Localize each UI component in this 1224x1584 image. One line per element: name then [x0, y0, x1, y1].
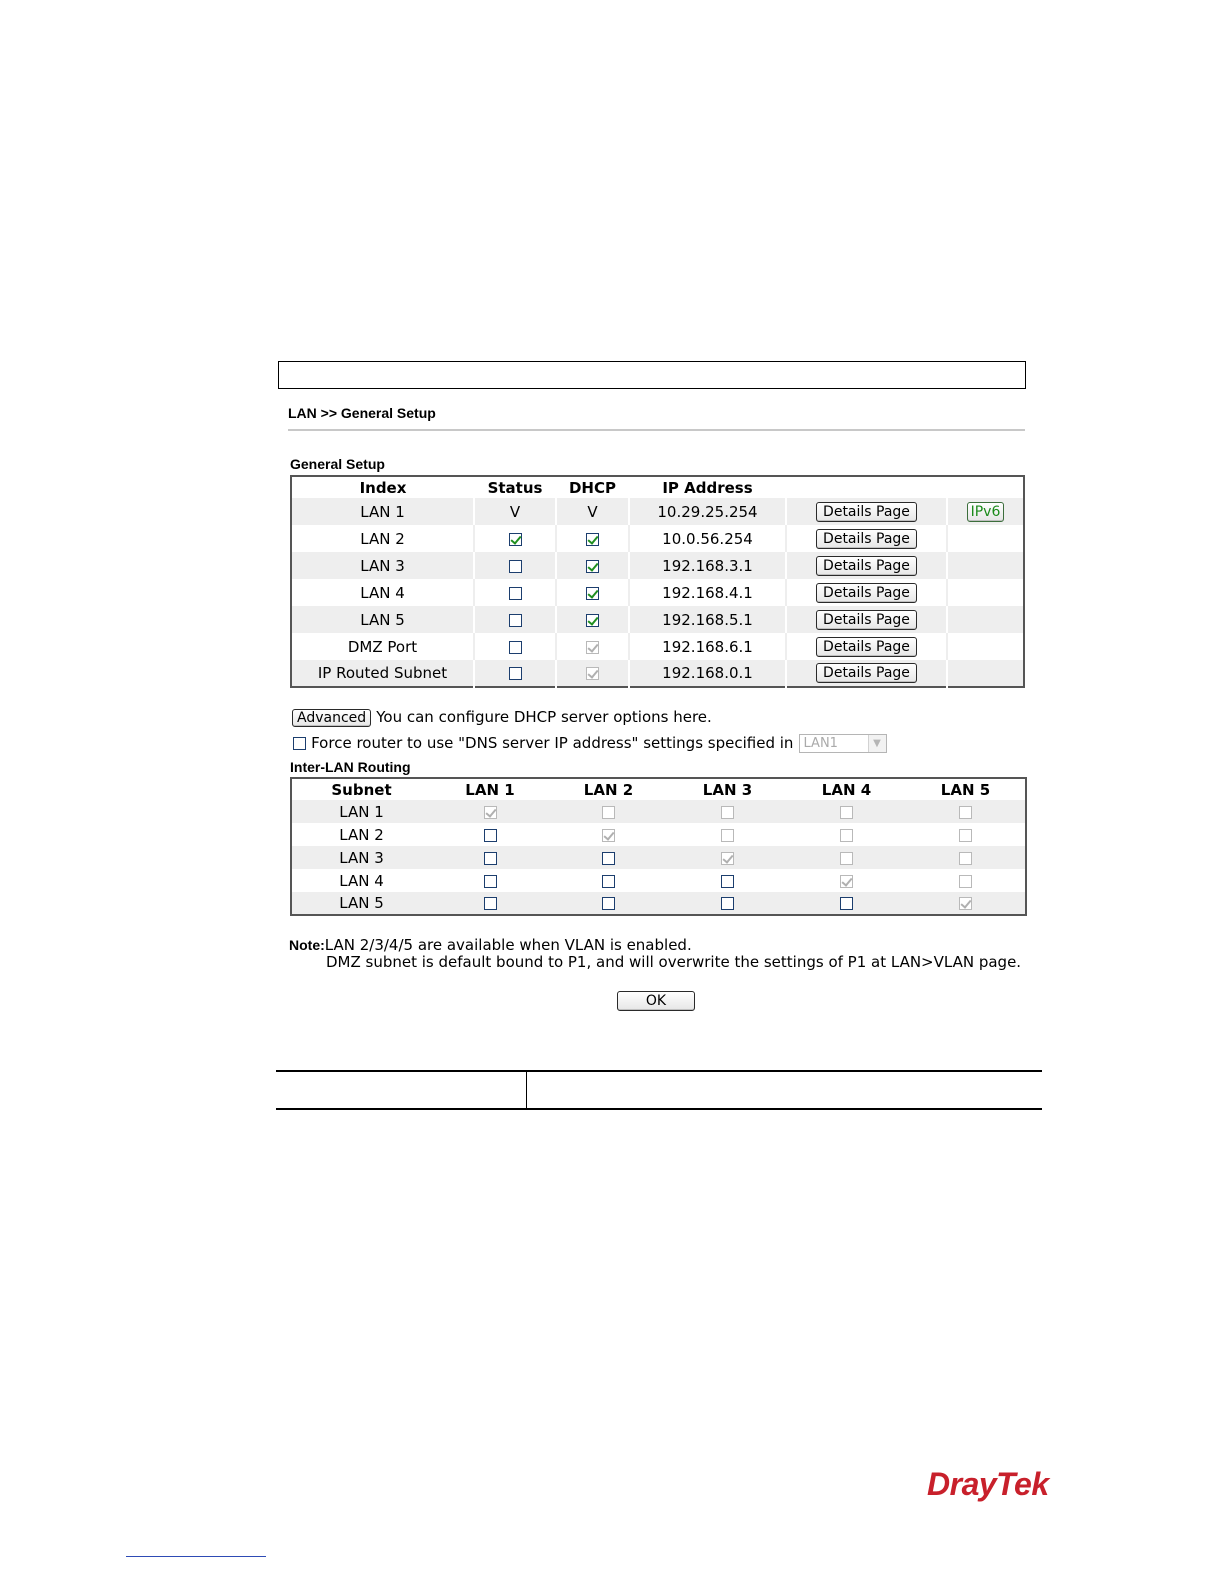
routing-checkbox: [721, 852, 734, 865]
routing-checkbox: [959, 875, 972, 888]
subnet-name: LAN 2: [291, 823, 431, 846]
advanced-description: You can configure DHCP server options here.: [376, 708, 712, 726]
row-status: [474, 633, 556, 660]
routing-cell: [549, 846, 668, 869]
details-page-button[interactable]: Details Page: [816, 502, 917, 522]
row-ipv6-cell: [947, 579, 1024, 606]
row-dhcp: [556, 633, 629, 660]
routing-cell: [906, 869, 1026, 892]
row-index: LAN 4: [291, 579, 474, 606]
routing-cell: [787, 892, 906, 915]
dhcp-checkbox[interactable]: [586, 560, 599, 573]
table-column-divider: [526, 1071, 527, 1109]
routing-checkbox[interactable]: [602, 852, 615, 865]
header-lan2: LAN 2: [549, 778, 668, 800]
row-ip-address: 192.168.4.1: [629, 579, 786, 606]
row-ipv6-cell: [947, 525, 1024, 552]
row-ip-address: 192.168.3.1: [629, 552, 786, 579]
details-page-button[interactable]: Details Page: [816, 556, 917, 576]
row-ip-address: 192.168.6.1: [629, 633, 786, 660]
routing-checkbox: [959, 806, 972, 819]
status-checkbox[interactable]: [509, 641, 522, 654]
table-row: [291, 660, 1024, 687]
row-ipv6-cell: [947, 606, 1024, 633]
subnet-name: LAN 5: [291, 892, 431, 915]
dhcp-checkbox: [586, 667, 599, 680]
routing-cell: [787, 869, 906, 892]
row-details-cell: [786, 525, 947, 552]
row-ipv6-cell: [947, 660, 1024, 687]
details-page-button[interactable]: Details Page: [816, 583, 917, 603]
page-title: LAN >> General Setup: [288, 405, 436, 421]
routing-checkbox: [721, 806, 734, 819]
routing-cell: [787, 846, 906, 869]
details-page-button[interactable]: Details Page: [816, 637, 917, 657]
row-dhcp: [556, 660, 629, 687]
routing-cell: [549, 800, 668, 823]
ok-button-wrap: [617, 990, 695, 1011]
status-checkbox[interactable]: [509, 614, 522, 627]
force-dns-row: [293, 733, 887, 753]
row-index: LAN 3: [291, 552, 474, 579]
subnet-name: LAN 4: [291, 869, 431, 892]
routing-cell: [787, 823, 906, 846]
routing-checkbox[interactable]: [721, 875, 734, 888]
row-ip-address: 192.168.0.1: [629, 660, 786, 687]
routing-cell: [906, 823, 1026, 846]
header-ip-address: IP Address: [629, 476, 786, 498]
routing-checkbox[interactable]: [721, 897, 734, 910]
note-label: Note:: [289, 937, 325, 953]
routing-cell: [906, 892, 1026, 915]
details-page-button[interactable]: Details Page: [816, 529, 917, 549]
row-details-cell: [786, 579, 947, 606]
status-checkbox[interactable]: [509, 667, 522, 680]
top-frame-box: [278, 361, 1026, 389]
routing-cell: [668, 869, 787, 892]
row-dhcp: [556, 606, 629, 633]
footer-link-underline[interactable]: [126, 1556, 266, 1557]
row-index: LAN 2: [291, 525, 474, 552]
routing-cell: [787, 800, 906, 823]
table-top-rule: [276, 1070, 1042, 1072]
routing-cell: [906, 846, 1026, 869]
note-line-1: LAN 2/3/4/5 are available when VLAN is enabled.: [324, 936, 692, 954]
table-row: [291, 846, 1026, 869]
routing-checkbox: [840, 875, 853, 888]
row-ipv6-cell: [947, 552, 1024, 579]
general-setup-label: General Setup: [290, 456, 385, 472]
row-details-cell: [786, 633, 947, 660]
table-row: [291, 525, 1024, 552]
subnet-name: LAN 3: [291, 846, 431, 869]
table-row: [291, 633, 1024, 660]
row-status: [474, 606, 556, 633]
advanced-button[interactable]: Advanced: [292, 709, 371, 727]
table-row: [291, 606, 1024, 633]
header-index: Index: [291, 476, 474, 498]
routing-cell: [431, 823, 549, 846]
advanced-row: [292, 707, 712, 727]
routing-checkbox[interactable]: [484, 897, 497, 910]
row-index: IP Routed Subnet: [291, 660, 474, 687]
row-details-cell: [786, 498, 947, 525]
table-row: [291, 552, 1024, 579]
routing-checkbox: [721, 829, 734, 842]
row-status-text: V: [474, 498, 556, 525]
routing-checkbox[interactable]: [840, 897, 853, 910]
routing-checkbox[interactable]: [484, 852, 497, 865]
draytek-logo: DrayTek: [927, 1466, 1049, 1502]
table-row: [291, 579, 1024, 606]
routing-cell: [668, 800, 787, 823]
routing-checkbox: [840, 829, 853, 842]
title-divider: [288, 429, 1025, 431]
table-row: [291, 498, 1024, 525]
dhcp-checkbox[interactable]: [586, 587, 599, 600]
table-row: [291, 869, 1026, 892]
general-setup-table: [290, 475, 1025, 688]
header-blank: [786, 476, 947, 498]
force-dns-checkbox[interactable]: [293, 737, 306, 750]
header-lan5: LAN 5: [906, 778, 1026, 800]
row-dhcp: [556, 579, 629, 606]
row-status: [474, 579, 556, 606]
subnet-name: LAN 1: [291, 800, 431, 823]
status-checkbox[interactable]: [509, 533, 522, 546]
routing-checkbox: [602, 829, 615, 842]
force-dns-select-value: LAN1: [803, 736, 838, 751]
status-checkbox[interactable]: [509, 587, 522, 600]
routing-checkbox: [959, 829, 972, 842]
ipv6-button[interactable]: IPv6: [967, 502, 1005, 522]
routing-cell: [668, 846, 787, 869]
routing-cell: [431, 892, 549, 915]
row-status: [474, 552, 556, 579]
header-blank: [947, 476, 1024, 498]
details-page-button[interactable]: Details Page: [816, 663, 917, 683]
row-ipv6-cell: [947, 633, 1024, 660]
routing-checkbox: [959, 897, 972, 910]
routing-checkbox: [602, 806, 615, 819]
routing-cell: [668, 892, 787, 915]
inter-lan-routing-table: [290, 777, 1027, 916]
row-dhcp: [556, 525, 629, 552]
row-status: [474, 660, 556, 687]
row-ip-address: 192.168.5.1: [629, 606, 786, 633]
row-ipv6-cell: [947, 498, 1024, 525]
routing-checkbox: [484, 806, 497, 819]
row-dhcp: [556, 552, 629, 579]
table-bottom-rule: [276, 1108, 1042, 1110]
row-ip-address: 10.29.25.254: [629, 498, 786, 525]
routing-checkbox[interactable]: [602, 875, 615, 888]
table-row: [291, 823, 1026, 846]
note-block: [289, 937, 1021, 971]
header-lan4: LAN 4: [787, 778, 906, 800]
dhcp-checkbox[interactable]: [586, 614, 599, 627]
routing-checkbox[interactable]: [602, 897, 615, 910]
table-row: [291, 800, 1026, 823]
row-details-cell: [786, 552, 947, 579]
row-index: LAN 5: [291, 606, 474, 633]
header-status: Status: [474, 476, 556, 498]
routing-cell: [431, 800, 549, 823]
routing-cell: [549, 869, 668, 892]
note-line-2: DMZ subnet is default bound to P1, and will overwrite the settings of P1 at LAN>VLAN page.: [326, 953, 1022, 971]
routing-cell: [906, 800, 1026, 823]
header-lan3: LAN 3: [668, 778, 787, 800]
dhcp-checkbox: [586, 641, 599, 654]
routing-checkbox: [840, 852, 853, 865]
routing-checkbox: [959, 852, 972, 865]
routing-checkbox: [840, 806, 853, 819]
header-dhcp: DHCP: [556, 476, 629, 498]
force-dns-label: Force router to use "DNS server IP address" settings specified in: [311, 734, 794, 752]
routing-cell: [549, 823, 668, 846]
ok-button[interactable]: OK: [617, 991, 695, 1011]
row-status: [474, 525, 556, 552]
row-dhcp-text: V: [556, 498, 629, 525]
header-lan1: LAN 1: [431, 778, 549, 800]
row-details-cell: [786, 606, 947, 633]
details-page-button[interactable]: Details Page: [816, 610, 917, 630]
row-ip-address: 10.0.56.254: [629, 525, 786, 552]
routing-cell: [549, 892, 668, 915]
row-index: DMZ Port: [291, 633, 474, 660]
row-details-cell: [786, 660, 947, 687]
dhcp-checkbox[interactable]: [586, 533, 599, 546]
routing-checkbox[interactable]: [484, 829, 497, 842]
chevron-down-icon: ▼: [868, 735, 886, 752]
routing-checkbox[interactable]: [484, 875, 497, 888]
routing-cell: [431, 869, 549, 892]
inter-lan-routing-label: Inter-LAN Routing: [290, 759, 411, 775]
table-row: [291, 892, 1026, 915]
header-subnet: Subnet: [291, 778, 431, 800]
row-index: LAN 1: [291, 498, 474, 525]
force-dns-lan-select[interactable]: [799, 734, 887, 753]
routing-cell: [431, 846, 549, 869]
status-checkbox[interactable]: [509, 560, 522, 573]
routing-cell: [668, 823, 787, 846]
